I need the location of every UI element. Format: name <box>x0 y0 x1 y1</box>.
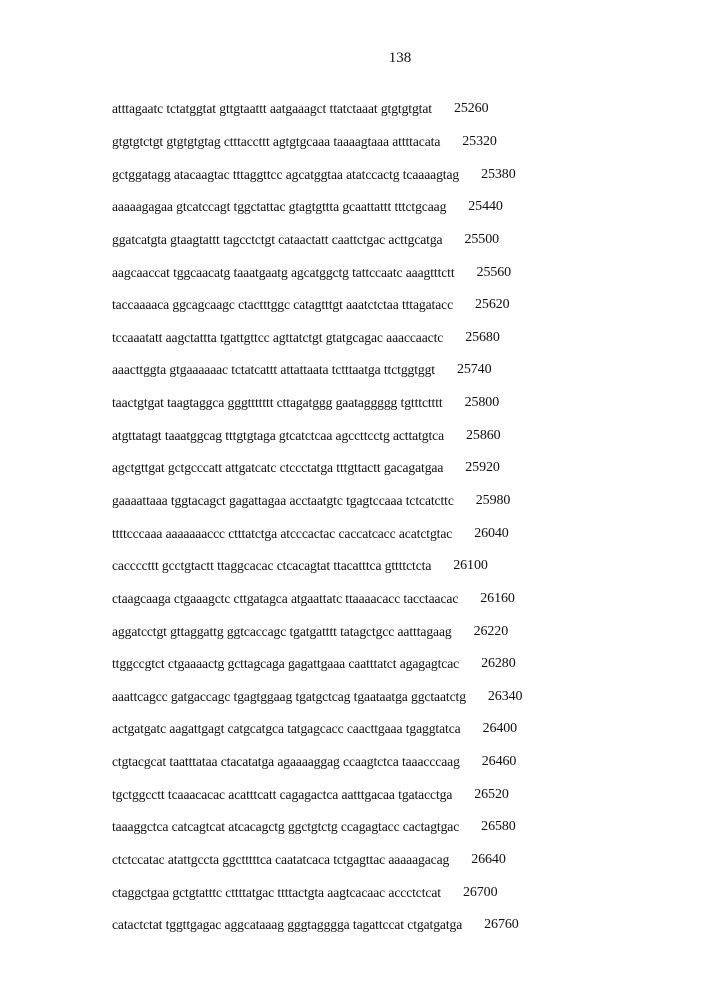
sequence-line <box>112 158 522 191</box>
sequence-position: 26640 <box>471 852 506 868</box>
sequence-position: 25380 <box>481 166 516 182</box>
sequence-text: ctgtacgcat taatttataa ctacatatga agaaaaggag ccaagtctca taaacccaag <box>112 754 460 770</box>
sequence-text: atgttatagt taaatggcag tttgtgtaga gtcatctcaa agccttcctg acttatgtca <box>112 427 445 443</box>
sequence-position: 25320 <box>462 133 497 149</box>
sequence-line <box>112 876 522 909</box>
sequence-position: 26280 <box>481 656 516 672</box>
sequence-position: 25260 <box>453 101 489 117</box>
sequence-text: atttagaatc tctatggtat gttgtaattt aatgaaagct ttatctaaat gtgtgtgtat <box>112 101 432 117</box>
sequence-position: 25980 <box>475 493 511 508</box>
sequence-text: ggatcatgta gtaagtattt tagcctctgt cataactatt caattctgac acttgcatga <box>112 231 443 247</box>
sequence-text: taccaaaaca ggcagcaagc ctactttggc catagtttgt aaatctctaa tttagatacc <box>112 297 454 313</box>
sequence-text: gaaaattaaa tggtacagct gagattagaa acctaatgtc tgagtccaaa tctcatcttc <box>112 493 454 508</box>
sequence-line <box>112 452 522 485</box>
sequence-line <box>112 811 522 844</box>
sequence-line <box>112 615 522 648</box>
sequence-position: 25860 <box>466 427 501 443</box>
sequence-position: 26760 <box>484 917 519 933</box>
sequence-text: tgctggcctt tcaaacacac acatttcatt cagagactca aatttgacaa tgatacctga <box>112 786 453 802</box>
sequence-text: aaacttggta gtgaaaaaac tctatcattt attattaata tctttaatga ttctggtggt <box>112 362 435 378</box>
sequence-line <box>112 354 522 387</box>
sequence-line <box>112 485 522 518</box>
sequence-line <box>112 778 522 811</box>
sequence-text: caccccttt gcctgtactt ttaggcacac ctcacagtat ttacatttca gttttctcta <box>112 558 432 574</box>
sequence-line <box>112 419 522 452</box>
sequence-position: 25560 <box>476 264 512 280</box>
sequence-text: actgatgatc aagattgagt catgcatgca tatgagcacc caacttgaaa tgaggtatca <box>112 721 461 737</box>
sequence-line <box>112 387 522 420</box>
sequence-position: 26580 <box>481 819 516 835</box>
sequence-line <box>112 648 522 681</box>
sequence-text: taaaggctca catcagtcat atcacagctg ggctgtctg ccagagtacc cactagtgac <box>112 819 460 835</box>
sequence-line <box>112 844 522 877</box>
sequence-text: aaattcagcc gatgaccagc tgagtggaag tgatgctcag tgaataatga ggctaatctg <box>112 688 466 704</box>
sequence-position: 26160 <box>480 590 515 606</box>
sequence-line <box>112 126 522 159</box>
sequence-text: tccaaatatt aagctattta tgattgttcc agttatctgt gtatgcagac aaaccaactc <box>112 329 444 345</box>
sequence-line <box>112 583 522 616</box>
sequence-position: 26400 <box>482 721 518 737</box>
sequence-position: 25620 <box>475 297 510 313</box>
sequence-line <box>112 256 522 289</box>
sequence-position: 26460 <box>481 754 517 770</box>
sequence-text: ttttcccaaa aaaaaaaccc ctttatctga atcccactac caccatcacc acatctgtac <box>112 525 453 541</box>
sequence-line <box>112 93 522 126</box>
sequence-text: gctggatagg atacaagtac tttaggttcc agcatggtaa atatccactg tcaaaagtag <box>112 166 460 182</box>
sequence-text: aaaaagagaa gtcatccagt tggctattac gtagtgttta gcaattattt tttctgcaag <box>112 199 447 215</box>
sequence-position: 25440 <box>468 199 503 215</box>
sequence-text: taactgtgat taagtaggca gggttttttt cttagatggg gaataggggg tgtttctttt <box>112 395 443 411</box>
sequence-text: ctctccatac atattgccta ggctttttca caatatcaca tctgagttac aaaaagacag <box>112 852 450 868</box>
sequence-position: 25800 <box>464 395 500 411</box>
sequence-line <box>112 224 522 257</box>
page-number: 138 <box>388 50 412 66</box>
sequence-text: ttggccgtct ctgaaaactg gcttagcaga gagattgaaa caatttatct agagagtcac <box>112 656 460 672</box>
sequence-text: agctgttgat gctgcccatt attgatcatc ctccctatga tttgttactt gacagatgaa <box>112 460 444 476</box>
sequence-line <box>112 713 522 746</box>
sequence-position: 26220 <box>473 623 509 639</box>
sequence-line <box>112 550 522 583</box>
sequence-line <box>112 289 522 322</box>
sequence-position: 26040 <box>474 525 509 541</box>
sequence-text: catactctat tggttgagac aggcataaag gggtagggga tagattccat ctgatgatga <box>112 917 463 933</box>
sequence-text: aggatcctgt gttaggattg ggtcaccagc tgatgatttt tatagctgcc aatttagaag <box>112 623 452 639</box>
sequence-line <box>112 517 522 550</box>
sequence-position: 25920 <box>465 460 500 476</box>
sequence-line <box>112 321 522 354</box>
sequence-line <box>112 909 522 942</box>
sequence-position: 25680 <box>465 329 500 345</box>
sequence-position: 26100 <box>453 558 488 574</box>
sequence-text: gtgtgtctgt gtgtgtgtag ctttaccttt agtgtgcaaa taaaagtaaa attttacata <box>112 133 441 149</box>
sequence-listing <box>112 93 522 942</box>
sequence-position: 26520 <box>474 786 509 802</box>
sequence-text: aagcaaccat tggcaacatg taaatgaatg agcatggctg tattccaatc aaagtttctt <box>112 264 455 280</box>
sequence-text: ctaagcaaga ctgaaagctc cttgatagca atgaattatc ttaaaacacc tacctaacac <box>112 590 459 606</box>
sequence-position: 25740 <box>456 362 492 378</box>
sequence-position: 26340 <box>487 688 523 704</box>
sequence-line <box>112 191 522 224</box>
sequence-line <box>112 681 522 714</box>
sequence-line <box>112 746 522 779</box>
sequence-text: ctaggctgaa gctgtatttc cttttatgac ttttactgta aagtcacaac accctctcat <box>112 884 441 900</box>
sequence-position: 26700 <box>462 884 498 900</box>
sequence-position: 25500 <box>464 231 500 247</box>
